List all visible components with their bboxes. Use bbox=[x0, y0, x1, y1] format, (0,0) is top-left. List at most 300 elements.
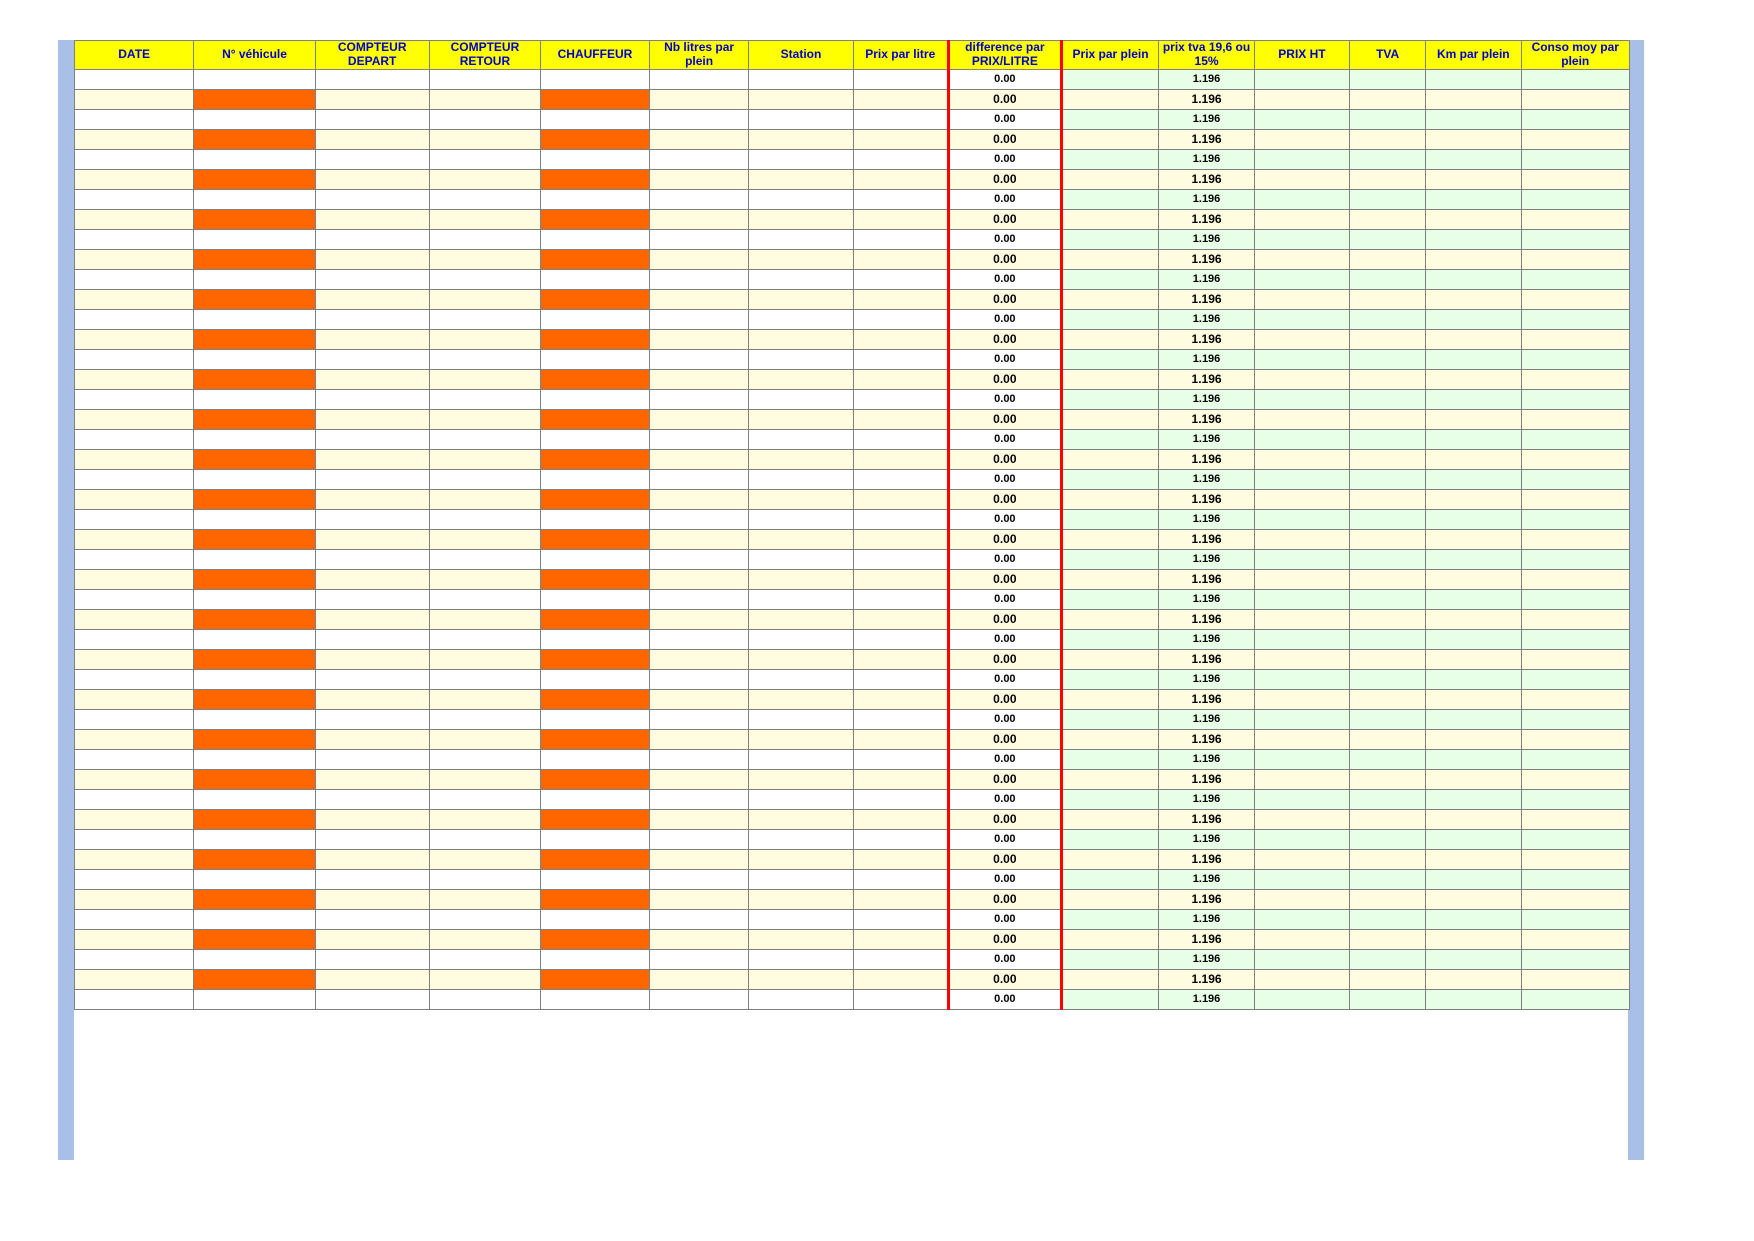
cell-prix_ht[interactable] bbox=[1254, 69, 1349, 89]
cell-prix_tva[interactable]: 1.196 bbox=[1159, 749, 1254, 769]
cell-prix_ht[interactable] bbox=[1254, 129, 1349, 149]
cell-compteur_retour[interactable] bbox=[429, 429, 541, 449]
cell-prix_tva[interactable]: 1.196 bbox=[1159, 269, 1254, 289]
cell-prix_tva[interactable]: 1.196 bbox=[1159, 389, 1254, 409]
cell-tva[interactable] bbox=[1350, 249, 1426, 269]
cell-date[interactable] bbox=[75, 929, 194, 949]
cell-station[interactable] bbox=[749, 89, 853, 109]
cell-vehicule[interactable] bbox=[194, 429, 315, 449]
cell-prix_tva[interactable]: 1.196 bbox=[1159, 569, 1254, 589]
cell-km_plein[interactable] bbox=[1426, 869, 1521, 889]
cell-prix_tva[interactable]: 1.196 bbox=[1159, 789, 1254, 809]
cell-vehicule[interactable] bbox=[194, 509, 315, 529]
cell-difference[interactable]: 0.00 bbox=[948, 869, 1061, 889]
table-row[interactable] bbox=[75, 409, 1630, 429]
cell-prix_plein[interactable] bbox=[1061, 769, 1159, 789]
table-row[interactable] bbox=[75, 649, 1630, 669]
cell-station[interactable] bbox=[749, 669, 853, 689]
cell-prix_ht[interactable] bbox=[1254, 689, 1349, 709]
cell-tva[interactable] bbox=[1350, 909, 1426, 929]
cell-prix_tva[interactable]: 1.196 bbox=[1159, 549, 1254, 569]
cell-compteur_depart[interactable] bbox=[315, 909, 429, 929]
cell-conso_moy[interactable] bbox=[1521, 829, 1630, 849]
cell-nb_litres[interactable] bbox=[649, 209, 749, 229]
cell-prix_ht[interactable] bbox=[1254, 709, 1349, 729]
cell-km_plein[interactable] bbox=[1426, 89, 1521, 109]
cell-vehicule[interactable] bbox=[194, 909, 315, 929]
cell-tva[interactable] bbox=[1350, 509, 1426, 529]
table-row[interactable] bbox=[75, 889, 1630, 909]
cell-prix_ht[interactable] bbox=[1254, 569, 1349, 589]
cell-date[interactable] bbox=[75, 149, 194, 169]
cell-nb_litres[interactable] bbox=[649, 309, 749, 329]
cell-prix_litre[interactable] bbox=[853, 909, 948, 929]
cell-station[interactable] bbox=[749, 689, 853, 709]
cell-nb_litres[interactable] bbox=[649, 649, 749, 669]
cell-prix_plein[interactable] bbox=[1061, 449, 1159, 469]
cell-vehicule[interactable] bbox=[194, 869, 315, 889]
cell-prix_tva[interactable]: 1.196 bbox=[1159, 649, 1254, 669]
cell-compteur_retour[interactable] bbox=[429, 869, 541, 889]
cell-compteur_retour[interactable] bbox=[429, 209, 541, 229]
cell-km_plein[interactable] bbox=[1426, 849, 1521, 869]
cell-difference[interactable]: 0.00 bbox=[948, 429, 1061, 449]
cell-difference[interactable]: 0.00 bbox=[948, 269, 1061, 289]
cell-prix_plein[interactable] bbox=[1061, 289, 1159, 309]
cell-compteur_retour[interactable] bbox=[429, 189, 541, 209]
cell-vehicule[interactable] bbox=[194, 189, 315, 209]
cell-compteur_retour[interactable] bbox=[429, 549, 541, 569]
cell-prix_litre[interactable] bbox=[853, 729, 948, 749]
cell-conso_moy[interactable] bbox=[1521, 449, 1630, 469]
cell-prix_litre[interactable] bbox=[853, 769, 948, 789]
cell-prix_tva[interactable]: 1.196 bbox=[1159, 509, 1254, 529]
cell-prix_tva[interactable]: 1.196 bbox=[1159, 69, 1254, 89]
cell-tva[interactable] bbox=[1350, 409, 1426, 429]
cell-compteur_retour[interactable] bbox=[429, 409, 541, 429]
cell-prix_litre[interactable] bbox=[853, 329, 948, 349]
cell-chauffeur[interactable] bbox=[541, 349, 649, 369]
table-row[interactable] bbox=[75, 949, 1630, 969]
cell-date[interactable] bbox=[75, 609, 194, 629]
cell-nb_litres[interactable] bbox=[649, 589, 749, 609]
cell-chauffeur[interactable] bbox=[541, 649, 649, 669]
cell-prix_litre[interactable] bbox=[853, 149, 948, 169]
cell-date[interactable] bbox=[75, 749, 194, 769]
cell-difference[interactable]: 0.00 bbox=[948, 449, 1061, 469]
cell-chauffeur[interactable] bbox=[541, 209, 649, 229]
cell-prix_plein[interactable] bbox=[1061, 149, 1159, 169]
cell-prix_litre[interactable] bbox=[853, 169, 948, 189]
cell-prix_litre[interactable] bbox=[853, 669, 948, 689]
cell-station[interactable] bbox=[749, 989, 853, 1009]
cell-compteur_depart[interactable] bbox=[315, 349, 429, 369]
cell-chauffeur[interactable] bbox=[541, 529, 649, 549]
cell-vehicule[interactable] bbox=[194, 569, 315, 589]
cell-compteur_depart[interactable] bbox=[315, 129, 429, 149]
cell-conso_moy[interactable] bbox=[1521, 229, 1630, 249]
cell-prix_plein[interactable] bbox=[1061, 589, 1159, 609]
cell-compteur_depart[interactable] bbox=[315, 829, 429, 849]
table-row[interactable] bbox=[75, 469, 1630, 489]
cell-compteur_retour[interactable] bbox=[429, 269, 541, 289]
cell-difference[interactable]: 0.00 bbox=[948, 849, 1061, 869]
cell-date[interactable] bbox=[75, 569, 194, 589]
cell-date[interactable] bbox=[75, 909, 194, 929]
cell-vehicule[interactable] bbox=[194, 129, 315, 149]
cell-chauffeur[interactable] bbox=[541, 369, 649, 389]
cell-km_plein[interactable] bbox=[1426, 529, 1521, 549]
cell-prix_plein[interactable] bbox=[1061, 409, 1159, 429]
table-row[interactable] bbox=[75, 809, 1630, 829]
cell-km_plein[interactable] bbox=[1426, 269, 1521, 289]
cell-km_plein[interactable] bbox=[1426, 889, 1521, 909]
cell-prix_litre[interactable] bbox=[853, 89, 948, 109]
cell-conso_moy[interactable] bbox=[1521, 889, 1630, 909]
cell-date[interactable] bbox=[75, 209, 194, 229]
cell-nb_litres[interactable] bbox=[649, 389, 749, 409]
cell-vehicule[interactable] bbox=[194, 769, 315, 789]
table-row[interactable] bbox=[75, 449, 1630, 469]
cell-prix_ht[interactable] bbox=[1254, 349, 1349, 369]
cell-station[interactable] bbox=[749, 809, 853, 829]
cell-prix_tva[interactable]: 1.196 bbox=[1159, 229, 1254, 249]
cell-prix_ht[interactable] bbox=[1254, 629, 1349, 649]
cell-tva[interactable] bbox=[1350, 269, 1426, 289]
cell-difference[interactable]: 0.00 bbox=[948, 729, 1061, 749]
cell-compteur_depart[interactable] bbox=[315, 929, 429, 949]
cell-difference[interactable]: 0.00 bbox=[948, 649, 1061, 669]
cell-prix_ht[interactable] bbox=[1254, 249, 1349, 269]
cell-prix_tva[interactable]: 1.196 bbox=[1159, 529, 1254, 549]
cell-station[interactable] bbox=[749, 269, 853, 289]
cell-tva[interactable] bbox=[1350, 709, 1426, 729]
cell-vehicule[interactable] bbox=[194, 229, 315, 249]
cell-date[interactable] bbox=[75, 369, 194, 389]
cell-compteur_depart[interactable] bbox=[315, 209, 429, 229]
table-row[interactable] bbox=[75, 509, 1630, 529]
cell-date[interactable] bbox=[75, 729, 194, 749]
cell-prix_ht[interactable] bbox=[1254, 369, 1349, 389]
cell-tva[interactable] bbox=[1350, 749, 1426, 769]
cell-prix_plein[interactable] bbox=[1061, 909, 1159, 929]
cell-chauffeur[interactable] bbox=[541, 329, 649, 349]
cell-prix_tva[interactable]: 1.196 bbox=[1159, 969, 1254, 989]
cell-conso_moy[interactable] bbox=[1521, 949, 1630, 969]
cell-tva[interactable] bbox=[1350, 669, 1426, 689]
cell-date[interactable] bbox=[75, 889, 194, 909]
cell-prix_ht[interactable] bbox=[1254, 509, 1349, 529]
cell-station[interactable] bbox=[749, 509, 853, 529]
cell-km_plein[interactable] bbox=[1426, 429, 1521, 449]
cell-compteur_retour[interactable] bbox=[429, 769, 541, 789]
cell-vehicule[interactable] bbox=[194, 689, 315, 709]
cell-prix_litre[interactable] bbox=[853, 509, 948, 529]
cell-nb_litres[interactable] bbox=[649, 69, 749, 89]
cell-vehicule[interactable] bbox=[194, 589, 315, 609]
cell-chauffeur[interactable] bbox=[541, 809, 649, 829]
cell-prix_ht[interactable] bbox=[1254, 829, 1349, 849]
cell-compteur_depart[interactable] bbox=[315, 649, 429, 669]
cell-prix_plein[interactable] bbox=[1061, 709, 1159, 729]
cell-chauffeur[interactable] bbox=[541, 489, 649, 509]
cell-compteur_depart[interactable] bbox=[315, 849, 429, 869]
cell-difference[interactable]: 0.00 bbox=[948, 829, 1061, 849]
cell-tva[interactable] bbox=[1350, 429, 1426, 449]
cell-conso_moy[interactable] bbox=[1521, 109, 1630, 129]
cell-compteur_depart[interactable] bbox=[315, 289, 429, 309]
column-header-prix_ht[interactable]: PRIX HT bbox=[1254, 41, 1349, 70]
cell-difference[interactable]: 0.00 bbox=[948, 349, 1061, 369]
cell-prix_litre[interactable] bbox=[853, 309, 948, 329]
cell-date[interactable] bbox=[75, 549, 194, 569]
column-header-conso_moy[interactable]: Conso moy par plein bbox=[1521, 41, 1630, 70]
cell-nb_litres[interactable] bbox=[649, 909, 749, 929]
cell-prix_tva[interactable]: 1.196 bbox=[1159, 249, 1254, 269]
cell-chauffeur[interactable] bbox=[541, 689, 649, 709]
cell-compteur_depart[interactable] bbox=[315, 709, 429, 729]
cell-station[interactable] bbox=[749, 889, 853, 909]
cell-compteur_depart[interactable] bbox=[315, 769, 429, 789]
cell-km_plein[interactable] bbox=[1426, 709, 1521, 729]
cell-compteur_retour[interactable] bbox=[429, 449, 541, 469]
cell-compteur_depart[interactable] bbox=[315, 869, 429, 889]
cell-prix_tva[interactable]: 1.196 bbox=[1159, 309, 1254, 329]
cell-difference[interactable]: 0.00 bbox=[948, 229, 1061, 249]
column-header-date[interactable]: DATE bbox=[75, 41, 194, 70]
cell-compteur_depart[interactable] bbox=[315, 369, 429, 389]
cell-date[interactable] bbox=[75, 409, 194, 429]
cell-km_plein[interactable] bbox=[1426, 349, 1521, 369]
cell-km_plein[interactable] bbox=[1426, 789, 1521, 809]
cell-chauffeur[interactable] bbox=[541, 69, 649, 89]
cell-conso_moy[interactable] bbox=[1521, 989, 1630, 1009]
cell-prix_tva[interactable]: 1.196 bbox=[1159, 949, 1254, 969]
cell-prix_litre[interactable] bbox=[853, 849, 948, 869]
cell-chauffeur[interactable] bbox=[541, 89, 649, 109]
cell-prix_plein[interactable] bbox=[1061, 309, 1159, 329]
cell-station[interactable] bbox=[749, 489, 853, 509]
cell-chauffeur[interactable] bbox=[541, 389, 649, 409]
cell-km_plein[interactable] bbox=[1426, 369, 1521, 389]
cell-compteur_depart[interactable] bbox=[315, 589, 429, 609]
cell-compteur_depart[interactable] bbox=[315, 629, 429, 649]
cell-conso_moy[interactable] bbox=[1521, 789, 1630, 809]
cell-date[interactable] bbox=[75, 649, 194, 669]
cell-compteur_retour[interactable] bbox=[429, 889, 541, 909]
cell-prix_ht[interactable] bbox=[1254, 469, 1349, 489]
cell-prix_litre[interactable] bbox=[853, 809, 948, 829]
cell-km_plein[interactable] bbox=[1426, 389, 1521, 409]
cell-km_plein[interactable] bbox=[1426, 769, 1521, 789]
cell-compteur_retour[interactable] bbox=[429, 749, 541, 769]
cell-vehicule[interactable] bbox=[194, 329, 315, 349]
cell-prix_plein[interactable] bbox=[1061, 849, 1159, 869]
cell-tva[interactable] bbox=[1350, 469, 1426, 489]
cell-tva[interactable] bbox=[1350, 89, 1426, 109]
cell-date[interactable] bbox=[75, 769, 194, 789]
cell-vehicule[interactable] bbox=[194, 289, 315, 309]
cell-vehicule[interactable] bbox=[194, 829, 315, 849]
cell-compteur_retour[interactable] bbox=[429, 849, 541, 869]
cell-station[interactable] bbox=[749, 369, 853, 389]
cell-station[interactable] bbox=[749, 629, 853, 649]
cell-prix_tva[interactable]: 1.196 bbox=[1159, 289, 1254, 309]
cell-prix_tva[interactable]: 1.196 bbox=[1159, 109, 1254, 129]
cell-compteur_retour[interactable] bbox=[429, 989, 541, 1009]
cell-km_plein[interactable] bbox=[1426, 69, 1521, 89]
cell-nb_litres[interactable] bbox=[649, 829, 749, 849]
cell-conso_moy[interactable] bbox=[1521, 869, 1630, 889]
cell-prix_litre[interactable] bbox=[853, 569, 948, 589]
cell-prix_ht[interactable] bbox=[1254, 489, 1349, 509]
table-row[interactable] bbox=[75, 909, 1630, 929]
cell-difference[interactable]: 0.00 bbox=[948, 909, 1061, 929]
cell-prix_litre[interactable] bbox=[853, 969, 948, 989]
cell-nb_litres[interactable] bbox=[649, 469, 749, 489]
cell-station[interactable] bbox=[749, 769, 853, 789]
cell-km_plein[interactable] bbox=[1426, 689, 1521, 709]
cell-date[interactable] bbox=[75, 389, 194, 409]
cell-chauffeur[interactable] bbox=[541, 509, 649, 529]
cell-date[interactable] bbox=[75, 809, 194, 829]
cell-difference[interactable]: 0.00 bbox=[948, 189, 1061, 209]
cell-vehicule[interactable] bbox=[194, 529, 315, 549]
table-row[interactable] bbox=[75, 89, 1630, 109]
cell-prix_plein[interactable] bbox=[1061, 469, 1159, 489]
cell-station[interactable] bbox=[749, 649, 853, 669]
cell-prix_plein[interactable] bbox=[1061, 989, 1159, 1009]
cell-tva[interactable] bbox=[1350, 109, 1426, 129]
cell-date[interactable] bbox=[75, 589, 194, 609]
cell-compteur_depart[interactable] bbox=[315, 469, 429, 489]
cell-date[interactable] bbox=[75, 529, 194, 549]
cell-prix_litre[interactable] bbox=[853, 229, 948, 249]
cell-prix_tva[interactable]: 1.196 bbox=[1159, 189, 1254, 209]
cell-prix_tva[interactable]: 1.196 bbox=[1159, 209, 1254, 229]
cell-prix_tva[interactable]: 1.196 bbox=[1159, 809, 1254, 829]
cell-vehicule[interactable] bbox=[194, 549, 315, 569]
table-row[interactable] bbox=[75, 789, 1630, 809]
cell-km_plein[interactable] bbox=[1426, 829, 1521, 849]
cell-km_plein[interactable] bbox=[1426, 609, 1521, 629]
cell-km_plein[interactable] bbox=[1426, 509, 1521, 529]
cell-difference[interactable]: 0.00 bbox=[948, 589, 1061, 609]
cell-station[interactable] bbox=[749, 469, 853, 489]
table-row[interactable] bbox=[75, 109, 1630, 129]
cell-difference[interactable]: 0.00 bbox=[948, 609, 1061, 629]
table-row[interactable] bbox=[75, 529, 1630, 549]
table-row[interactable] bbox=[75, 209, 1630, 229]
cell-conso_moy[interactable] bbox=[1521, 689, 1630, 709]
cell-prix_plein[interactable] bbox=[1061, 889, 1159, 909]
cell-prix_ht[interactable] bbox=[1254, 869, 1349, 889]
column-header-km_plein[interactable]: Km par plein bbox=[1426, 41, 1521, 70]
cell-conso_moy[interactable] bbox=[1521, 409, 1630, 429]
cell-km_plein[interactable] bbox=[1426, 149, 1521, 169]
cell-km_plein[interactable] bbox=[1426, 129, 1521, 149]
cell-prix_tva[interactable]: 1.196 bbox=[1159, 849, 1254, 869]
table-row[interactable] bbox=[75, 289, 1630, 309]
cell-tva[interactable] bbox=[1350, 989, 1426, 1009]
cell-km_plein[interactable] bbox=[1426, 969, 1521, 989]
cell-conso_moy[interactable] bbox=[1521, 969, 1630, 989]
cell-km_plein[interactable] bbox=[1426, 749, 1521, 769]
cell-nb_litres[interactable] bbox=[649, 489, 749, 509]
cell-prix_ht[interactable] bbox=[1254, 269, 1349, 289]
cell-compteur_depart[interactable] bbox=[315, 789, 429, 809]
table-row[interactable] bbox=[75, 489, 1630, 509]
cell-tva[interactable] bbox=[1350, 849, 1426, 869]
cell-km_plein[interactable] bbox=[1426, 949, 1521, 969]
cell-km_plein[interactable] bbox=[1426, 309, 1521, 329]
cell-vehicule[interactable] bbox=[194, 389, 315, 409]
cell-prix_ht[interactable] bbox=[1254, 669, 1349, 689]
cell-date[interactable] bbox=[75, 449, 194, 469]
cell-tva[interactable] bbox=[1350, 289, 1426, 309]
table-row[interactable] bbox=[75, 609, 1630, 629]
cell-tva[interactable] bbox=[1350, 569, 1426, 589]
cell-compteur_retour[interactable] bbox=[429, 169, 541, 189]
cell-compteur_retour[interactable] bbox=[429, 829, 541, 849]
cell-prix_ht[interactable] bbox=[1254, 169, 1349, 189]
cell-tva[interactable] bbox=[1350, 549, 1426, 569]
cell-nb_litres[interactable] bbox=[649, 809, 749, 829]
cell-chauffeur[interactable] bbox=[541, 709, 649, 729]
column-header-chauffeur[interactable]: CHAUFFEUR bbox=[541, 41, 649, 70]
cell-vehicule[interactable] bbox=[194, 109, 315, 129]
cell-prix_ht[interactable] bbox=[1254, 809, 1349, 829]
cell-difference[interactable]: 0.00 bbox=[948, 129, 1061, 149]
cell-prix_tva[interactable]: 1.196 bbox=[1159, 149, 1254, 169]
cell-chauffeur[interactable] bbox=[541, 169, 649, 189]
cell-km_plein[interactable] bbox=[1426, 569, 1521, 589]
table-row[interactable] bbox=[75, 229, 1630, 249]
cell-prix_tva[interactable]: 1.196 bbox=[1159, 89, 1254, 109]
cell-tva[interactable] bbox=[1350, 929, 1426, 949]
cell-nb_litres[interactable] bbox=[649, 269, 749, 289]
cell-difference[interactable]: 0.00 bbox=[948, 209, 1061, 229]
cell-compteur_retour[interactable] bbox=[429, 129, 541, 149]
cell-compteur_depart[interactable] bbox=[315, 149, 429, 169]
cell-tva[interactable] bbox=[1350, 589, 1426, 609]
cell-station[interactable] bbox=[749, 869, 853, 889]
cell-date[interactable] bbox=[75, 789, 194, 809]
cell-chauffeur[interactable] bbox=[541, 449, 649, 469]
cell-conso_moy[interactable] bbox=[1521, 649, 1630, 669]
cell-nb_litres[interactable] bbox=[649, 849, 749, 869]
cell-station[interactable] bbox=[749, 149, 853, 169]
cell-station[interactable] bbox=[749, 609, 853, 629]
cell-prix_litre[interactable] bbox=[853, 389, 948, 409]
cell-prix_plein[interactable] bbox=[1061, 789, 1159, 809]
cell-conso_moy[interactable] bbox=[1521, 849, 1630, 869]
cell-prix_ht[interactable] bbox=[1254, 289, 1349, 309]
cell-date[interactable] bbox=[75, 709, 194, 729]
cell-chauffeur[interactable] bbox=[541, 769, 649, 789]
cell-difference[interactable]: 0.00 bbox=[948, 169, 1061, 189]
cell-tva[interactable] bbox=[1350, 689, 1426, 709]
cell-prix_plein[interactable] bbox=[1061, 949, 1159, 969]
table-row[interactable] bbox=[75, 729, 1630, 749]
cell-difference[interactable]: 0.00 bbox=[948, 329, 1061, 349]
cell-compteur_retour[interactable] bbox=[429, 229, 541, 249]
cell-prix_plein[interactable] bbox=[1061, 129, 1159, 149]
cell-prix_litre[interactable] bbox=[853, 749, 948, 769]
cell-prix_ht[interactable] bbox=[1254, 909, 1349, 929]
cell-prix_litre[interactable] bbox=[853, 449, 948, 469]
table-row[interactable] bbox=[75, 749, 1630, 769]
